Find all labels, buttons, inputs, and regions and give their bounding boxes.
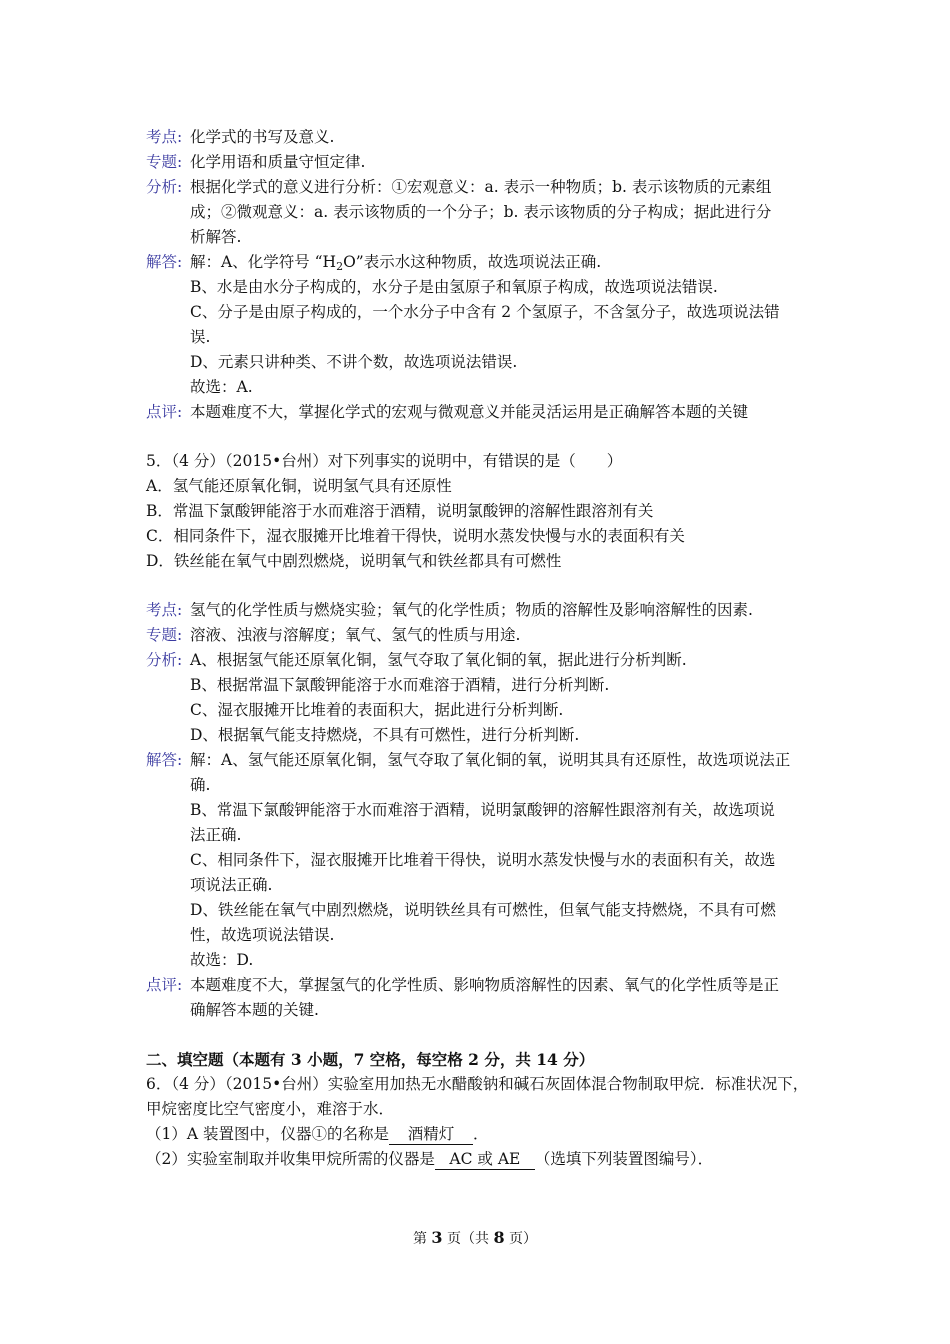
fenxi-text: B、根据常温下氯酸钾能溶于水而难溶于酒精，进行分析判断.	[190, 676, 610, 694]
jieda-text: 性，故选项说法错误.	[190, 926, 335, 944]
q6-sub1-prefix: （1）A 装置图中，仪器①的名称是	[146, 1125, 389, 1143]
jieda-text	[190, 253, 601, 271]
q4-zhuanti	[146, 150, 826, 175]
spacer	[146, 425, 826, 449]
q6-sub1-answer: 酒精灯	[389, 1124, 473, 1145]
dianping-text: 本题难度不大，掌握氢气的化学性质、影响物质溶解性的因素、氧气的化学性质等是正	[190, 976, 780, 994]
jieda-text: 故选：D.	[190, 951, 254, 969]
page-footer	[0, 1228, 950, 1248]
jieda-text: C、相同条件下，湿衣服摊开比堆着干得快，说明水蒸发快慢与水的表面积有关，故选	[190, 851, 776, 869]
spacer	[146, 574, 826, 598]
kaodian-label: 考点:	[146, 601, 183, 619]
q5-dianping	[146, 973, 826, 998]
fenxi-text: A、根据氢气能还原氧化铜，氢气夺取了氧化铜的氧，据此进行分析判断.	[190, 651, 687, 669]
q4-fenxi	[146, 175, 826, 200]
fenxi-label: 分析:	[146, 651, 183, 669]
zhuanti-label: 专题:	[146, 626, 183, 644]
q6-sub2-prefix: （2）实验室制取并收集甲烷所需的仪器是	[146, 1150, 435, 1168]
jieda-text: D、铁丝能在氧气中剧烈燃烧，说明铁丝具有可燃性，但氧气能支持燃烧，不具有可燃	[190, 901, 776, 919]
subscript: 2	[336, 260, 344, 273]
kaodian-label: 考点:	[146, 128, 183, 146]
q6-sub2-suffix: （选填下列装置图编号）．	[534, 1150, 714, 1168]
q4-analysis	[146, 125, 826, 425]
q6-sub2	[146, 1147, 826, 1172]
footer-page-total: 8	[493, 1228, 505, 1247]
spacer	[146, 1023, 826, 1047]
q5-zhuanti	[146, 623, 826, 648]
jieda-text: C、分子是由原子构成的，一个水分子中含有 2 个氢原子，不含氢分子，故选项说法错	[190, 303, 780, 321]
jieda-text-prefix: 解：A、化学符号 “H	[190, 253, 337, 271]
jieda-text: B、常温下氯酸钾能溶于水而难溶于酒精，说明氯酸钾的溶解性跟溶剂有关，故选项说	[190, 801, 775, 819]
q5-option-d: D．铁丝能在氧气中剧烈燃烧，说明氧气和铁丝都具有可燃性	[146, 552, 562, 570]
fenxi-text: 成；②微观意义：a. 表示该物质的一个分子；b. 表示该物质的分子构成；据此进行分	[190, 203, 772, 221]
jieda-text: 确.	[190, 776, 211, 794]
q5-option-a: A．氢气能还原氧化铜，说明氢气具有还原性	[146, 477, 452, 495]
fenxi-text: 析解答.	[190, 228, 242, 246]
footer-prefix: 第	[412, 1231, 432, 1247]
fenxi-text: C、湿衣服摊开比堆着的表面积大，据此进行分析判断.	[190, 701, 564, 719]
q6-sub1	[146, 1122, 826, 1147]
dianping-label: 点评:	[146, 976, 183, 994]
q6-stem: 6．（4 分）（2015•台州）实验室用加热无水醋酸钠和碱石灰固体混合物制取甲烷．标准状况下，	[146, 1075, 809, 1093]
q5-kaodian	[146, 598, 826, 623]
jieda-text: B、水是由水分子构成的，水分子是由氢原子和氧原子构成，故选项说法错误.	[190, 278, 718, 296]
footer-suffix: 页）	[504, 1231, 538, 1247]
fenxi-label: 分析:	[146, 178, 183, 196]
q6-question	[146, 1072, 826, 1172]
q5-jieda	[146, 748, 826, 773]
q4-kaodian	[146, 125, 826, 150]
jieda-text-suffix: O”表示水这种物质，故选项说法正确.	[343, 253, 602, 271]
q5-option-c: C．相同条件下，湿衣服摊开比堆着干得快，说明水蒸发快慢与水的表面积有关	[146, 527, 685, 545]
kaodian-text: 氢气的化学性质与燃烧实验；氧气的化学性质；物质的溶解性及影响溶解性的因素.	[190, 601, 753, 619]
kaodian-text: 化学式的书写及意义.	[190, 128, 335, 146]
jieda-text: D、元素只讲种类、不讲个数，故选项说法错误.	[190, 353, 518, 371]
jieda-text: 解：A、氢气能还原氧化铜，氢气夺取了氧化铜的氧，说明其具有还原性，故选项说法正	[190, 751, 791, 769]
q5-question	[146, 449, 826, 574]
jieda-text: 故选：A.	[190, 378, 253, 396]
q5-option-b: B．常温下氯酸钾能溶于水而难溶于酒精，说明氯酸钾的溶解性跟溶剂有关	[146, 502, 654, 520]
q6-sub2-answer: AC 或 AE	[435, 1149, 535, 1170]
q4-jieda	[146, 250, 826, 275]
fenxi-text: 根据化学式的意义进行分析：①宏观意义：a. 表示一种物质；b. 表示该物质的元素组	[190, 178, 772, 196]
page-content	[146, 125, 826, 1172]
footer-page-number: 3	[431, 1228, 443, 1247]
jieda-label: 解答:	[146, 253, 183, 271]
dianping-text: 本题难度不大，掌握化学式的宏观与微观意义并能灵活运用是正确解答本题的关键	[190, 403, 749, 421]
q6-sub1-suffix: ．	[472, 1125, 489, 1143]
zhuanti-text: 化学用语和质量守恒定律.	[190, 153, 366, 171]
jieda-text: 法正确.	[190, 826, 242, 844]
footer-middle: 页（共	[442, 1231, 494, 1247]
q5-stem: 5．（4 分）（2015•台州）对下列事实的说明中，有错误的是（ ）	[146, 452, 623, 470]
zhuanti-label: 专题:	[146, 153, 183, 171]
q5-analysis	[146, 598, 826, 1023]
jieda-text: 误.	[190, 328, 211, 346]
dianping-label: 点评:	[146, 403, 183, 421]
fenxi-text: D、根据氧气能支持燃烧，不具有可燃性，进行分析判断.	[190, 726, 580, 744]
zhuanti-text: 溶液、浊液与溶解度；氧气、氢气的性质与用途.	[190, 626, 521, 644]
jieda-text: 项说法正确.	[190, 876, 273, 894]
section-heading: 二、填空题（本题有 3 小题，7 空格，每空格 2 分，共 14 分）	[146, 1050, 595, 1069]
q4-dianping	[146, 400, 826, 425]
dianping-text: 确解答本题的关键.	[190, 1001, 319, 1019]
q5-fenxi	[146, 648, 826, 673]
jieda-label: 解答:	[146, 751, 183, 769]
q6-stem: 甲烷密度比空气密度小，难溶于水．	[146, 1100, 395, 1118]
